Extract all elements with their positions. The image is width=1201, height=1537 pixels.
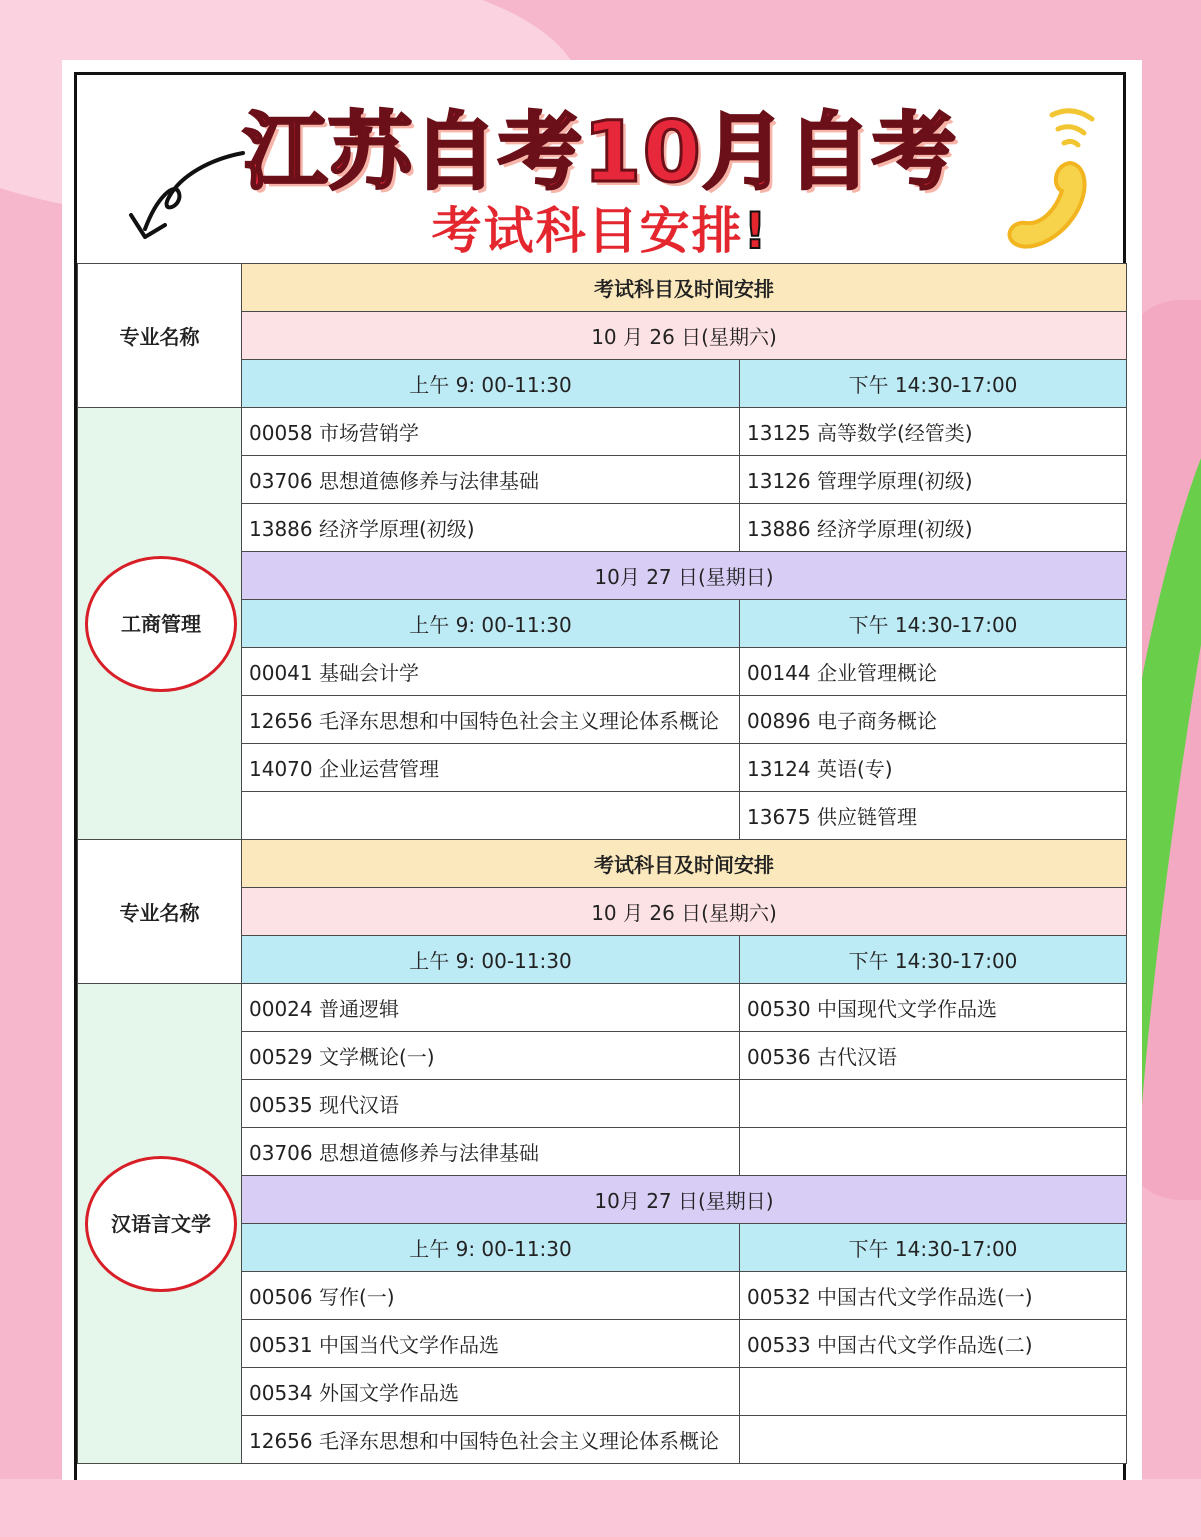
subject-cell: 00144 企业管理概论 (740, 648, 1127, 696)
schedule-heading: 考试科目及时间安排 (242, 840, 1127, 888)
table-row (78, 264, 1127, 312)
exclamation-mark: ! (743, 202, 769, 260)
subject-cell: 03706 思想道德修养与法律基础 (242, 1128, 740, 1176)
phone-icon (992, 95, 1112, 255)
major-label: 专业名称 (78, 264, 242, 408)
subject-cell (740, 1080, 1127, 1128)
subject-cell (740, 1368, 1127, 1416)
background-bottom-band (0, 1479, 1201, 1537)
morning-session: 上午 9: 00-11:30 (242, 600, 740, 648)
table-row (78, 408, 1127, 456)
subject-cell: 00534 外国文学作品选 (242, 1368, 740, 1416)
morning-session: 上午 9: 00-11:30 (242, 1224, 740, 1272)
exam-date: 10月 27 日(星期日) (242, 552, 1127, 600)
subject-cell: 00024 普通逻辑 (242, 984, 740, 1032)
subject-cell: 00535 现代汉语 (242, 1080, 740, 1128)
subject-cell: 00506 写作(一) (242, 1272, 740, 1320)
page-title: 江苏自考10月自考 (243, 103, 957, 201)
major-label: 专业名称 (78, 840, 242, 984)
schedule-sheet (62, 60, 1142, 1480)
exam-date: 10月 27 日(星期日) (242, 1176, 1127, 1224)
subject-cell: 12656 毛泽东思想和中国特色社会主义理论体系概论 (242, 1416, 740, 1464)
subject-cell (740, 1416, 1127, 1464)
subject-cell: 00896 电子商务概论 (740, 696, 1127, 744)
afternoon-session: 下午 14:30-17:00 (740, 600, 1127, 648)
subject-cell: 13125 高等数学(经管类) (740, 408, 1127, 456)
schedule-heading: 考试科目及时间安排 (242, 264, 1127, 312)
afternoon-session: 下午 14:30-17:00 (740, 360, 1127, 408)
subtitle-text: 考试科目安排 (431, 202, 744, 260)
subject-cell: 14070 企业运营管理 (242, 744, 740, 792)
afternoon-session: 下午 14:30-17:00 (740, 1224, 1127, 1272)
subject-cell: 00536 古代汉语 (740, 1032, 1127, 1080)
header (77, 75, 1123, 263)
subject-cell: 00531 中国当代文学作品选 (242, 1320, 740, 1368)
subject-cell: 13124 英语(专) (740, 744, 1127, 792)
subject-cell: 13675 供应链管理 (740, 792, 1127, 840)
table-row (78, 984, 1127, 1032)
subject-cell: 12656 毛泽东思想和中国特色社会主义理论体系概论 (242, 696, 740, 744)
subject-cell: 00041 基础会计学 (242, 648, 740, 696)
major-name-cell (78, 408, 242, 840)
major-name: 工商管理 (85, 556, 237, 692)
morning-session: 上午 9: 00-11:30 (242, 936, 740, 984)
major-name-cell (78, 984, 242, 1464)
subject-cell: 13886 经济学原理(初级) (740, 504, 1127, 552)
morning-session: 上午 9: 00-11:30 (242, 360, 740, 408)
major-name: 汉语言文学 (85, 1156, 237, 1292)
schedule-frame (74, 72, 1126, 1480)
subject-cell: 00530 中国现代文学作品选 (740, 984, 1127, 1032)
page-subtitle (77, 191, 1123, 263)
subject-cell: 00533 中国古代文学作品选(二) (740, 1320, 1127, 1368)
exam-date: 10 月 26 日(星期六) (242, 312, 1127, 360)
table-row (78, 840, 1127, 888)
subject-cell: 13126 管理学原理(初级) (740, 456, 1127, 504)
subject-cell: 00532 中国古代文学作品选(一) (740, 1272, 1127, 1320)
exam-date: 10 月 26 日(星期六) (242, 888, 1127, 936)
subject-cell (740, 1128, 1127, 1176)
afternoon-session: 下午 14:30-17:00 (740, 936, 1127, 984)
subject-cell: 00529 文学概论(一) (242, 1032, 740, 1080)
subject-cell: 00058 市场营销学 (242, 408, 740, 456)
schedule-table (77, 263, 1127, 1464)
subject-cell: 13886 经济学原理(初级) (242, 504, 740, 552)
subject-cell: 03706 思想道德修养与法律基础 (242, 456, 740, 504)
subject-cell (242, 792, 740, 840)
